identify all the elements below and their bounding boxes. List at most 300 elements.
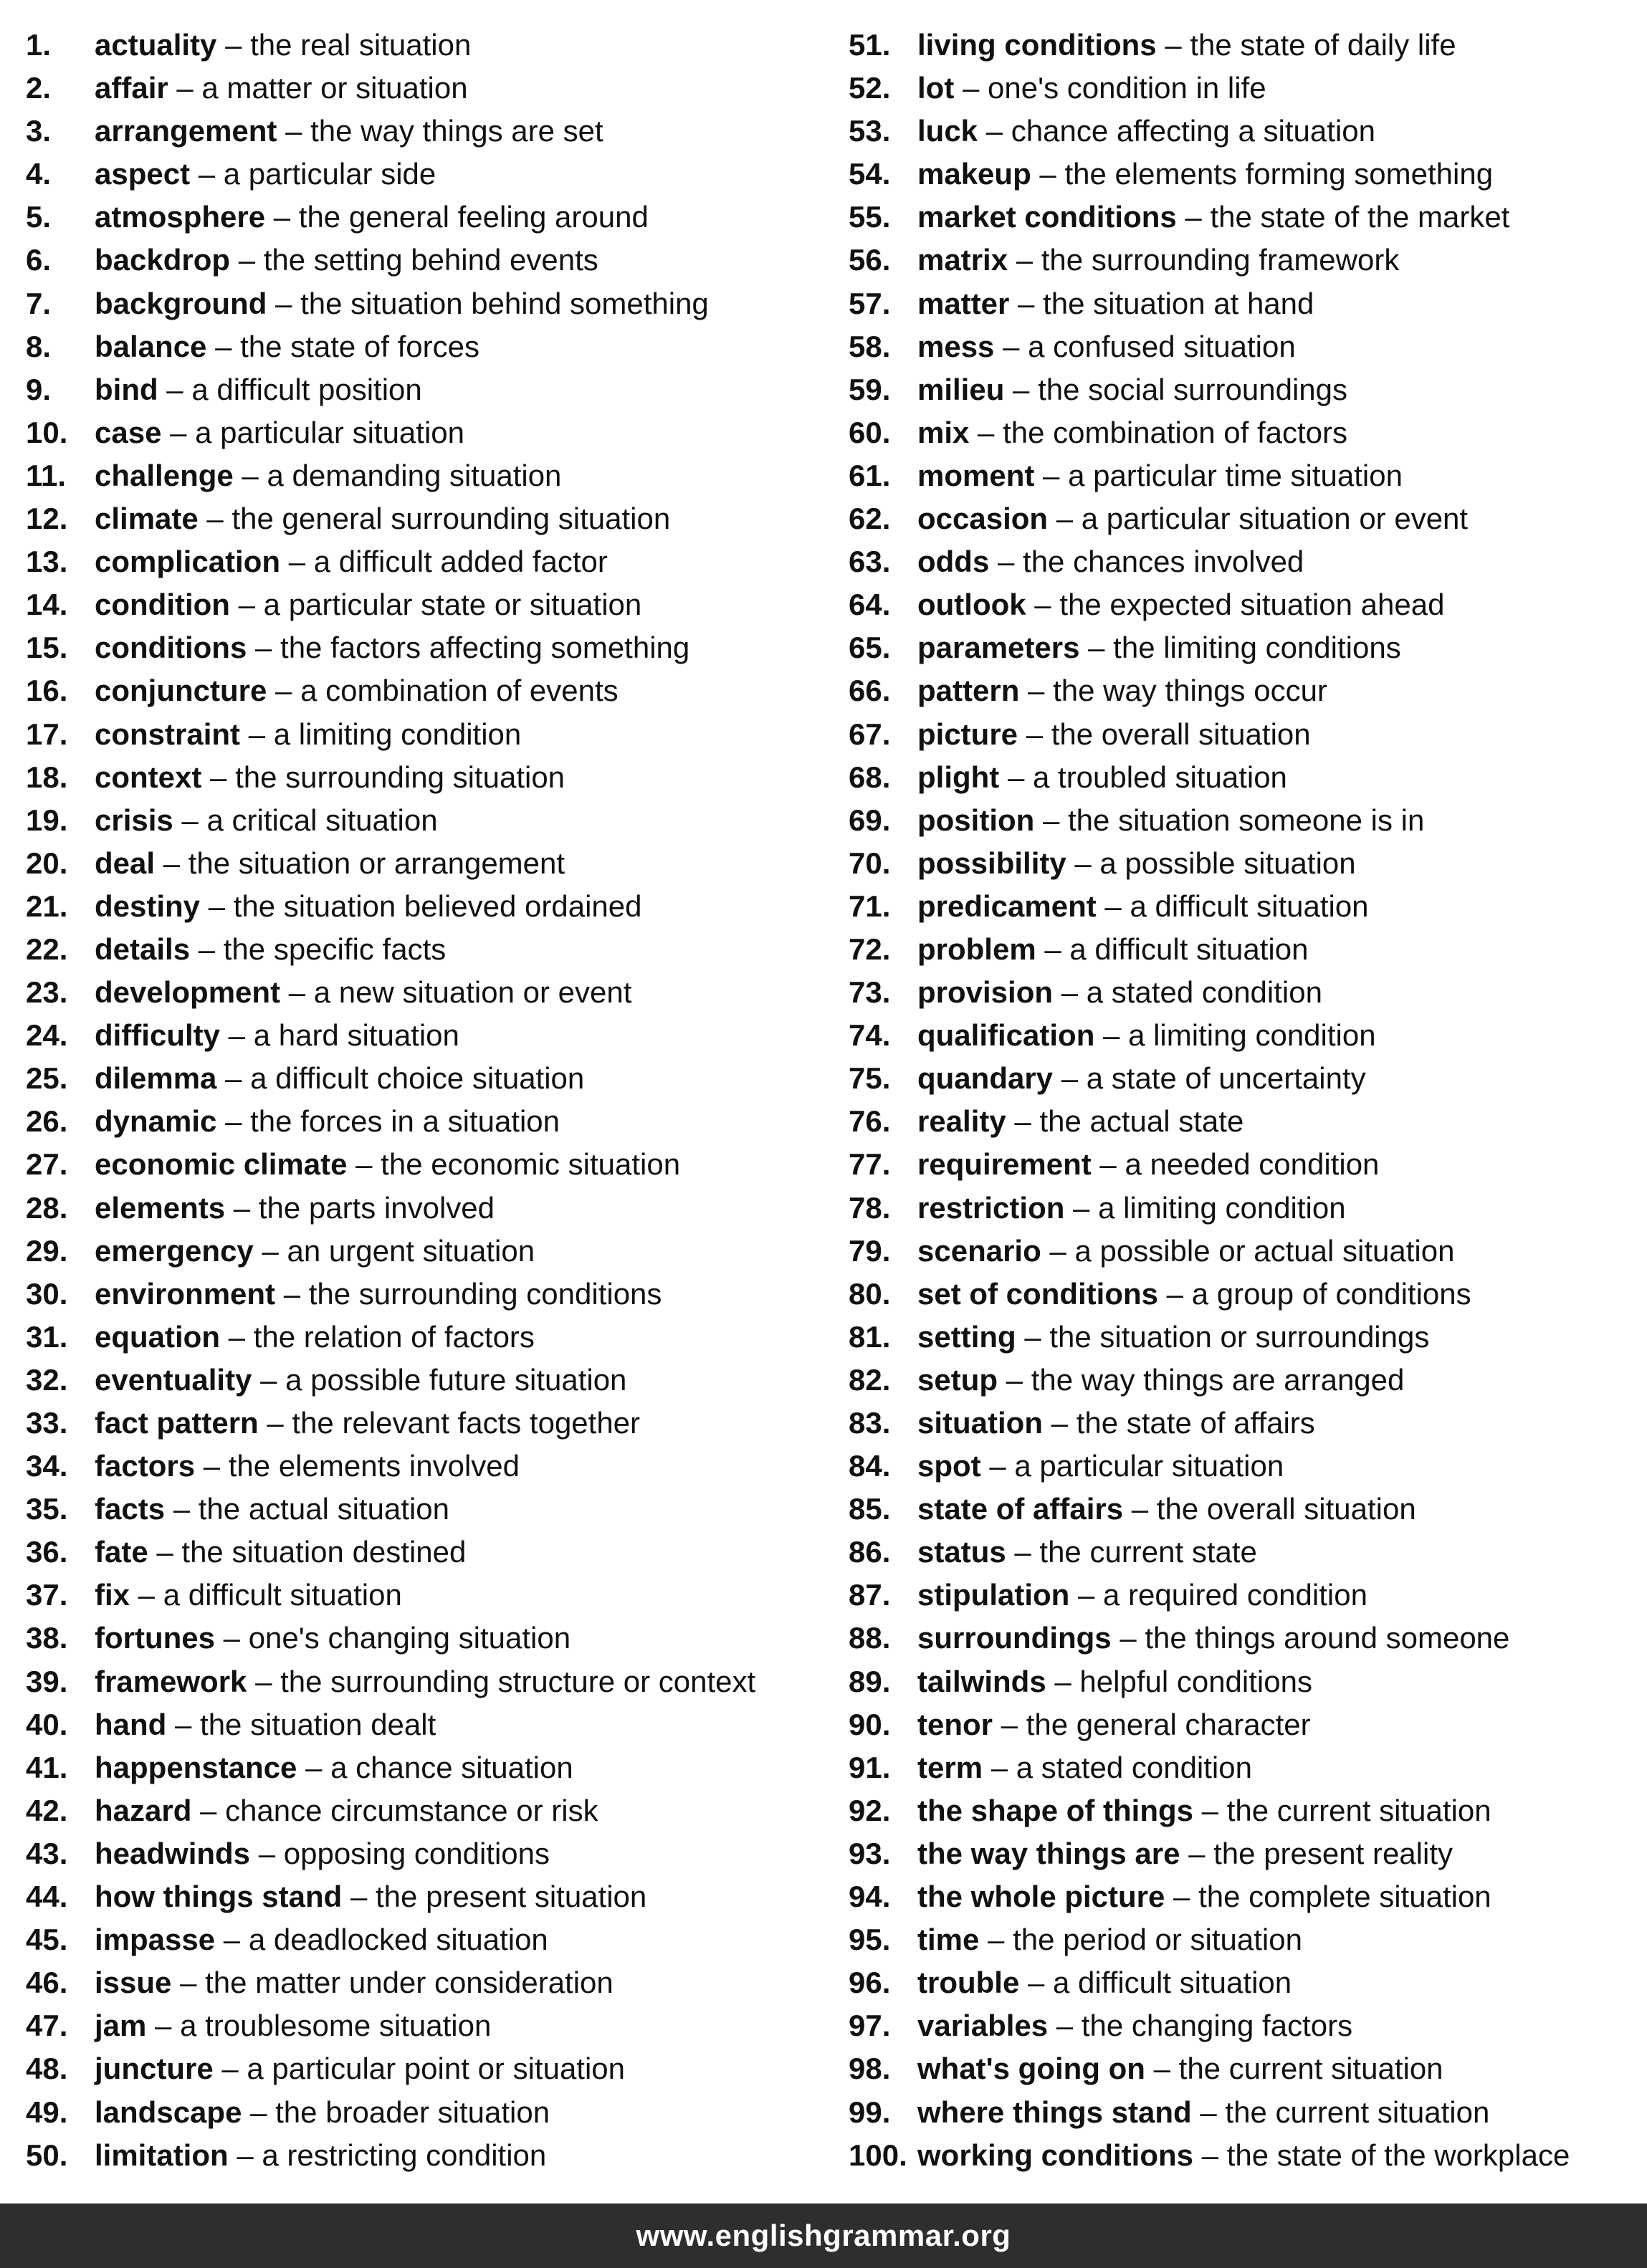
item-term: condition — [95, 588, 230, 622]
item-text — [917, 713, 1311, 756]
item-definition: the limiting conditions — [1113, 631, 1401, 665]
item-term: background — [95, 286, 267, 320]
item-text — [95, 756, 565, 799]
item-definition: a new situation or event — [313, 975, 632, 1010]
item-definition: the current situation — [1226, 1793, 1491, 1827]
list-item — [849, 1746, 1644, 1789]
item-separator: – — [1123, 1492, 1157, 1526]
item-definition: a particular situation — [1014, 1449, 1284, 1483]
item-number: 94. — [849, 1880, 891, 1914]
list-item — [849, 1574, 1644, 1617]
item-term: how things stand — [95, 1880, 343, 1914]
item-number: 6. — [26, 243, 52, 277]
item-definition: chance circumstance or risk — [225, 1793, 598, 1827]
item-separator: – — [1004, 372, 1039, 406]
item-separator: – — [173, 803, 207, 837]
item-text — [917, 1488, 1416, 1531]
item-number: 33. — [26, 1406, 68, 1440]
item-definition: a troubled situation — [1033, 760, 1287, 794]
item-term: matrix — [917, 243, 1008, 277]
item-term: issue — [95, 1966, 172, 2000]
item-text — [917, 282, 1314, 325]
item-separator: – — [1053, 975, 1087, 1010]
item-number: 29. — [26, 1233, 68, 1268]
item-term: reality — [917, 1104, 1006, 1139]
item-number: 53. — [849, 114, 891, 148]
item-term: odds — [917, 545, 990, 579]
item-text — [917, 454, 1403, 497]
item-separator: – — [1064, 1190, 1099, 1225]
item-separator: – — [280, 545, 314, 579]
item-definition: the real situation — [250, 28, 472, 62]
item-definition: the state of the workplace — [1226, 2138, 1570, 2172]
item-separator: – — [1008, 243, 1041, 277]
item-definition: a particular situation — [195, 415, 465, 449]
list-item — [849, 842, 1644, 885]
item-text — [95, 713, 521, 756]
list-item — [26, 540, 836, 583]
item-separator: – — [1193, 2138, 1227, 2172]
item-number: 86. — [849, 1535, 891, 1569]
list-item — [849, 196, 1644, 239]
item-number: 88. — [849, 1621, 891, 1655]
item-term: fortunes — [95, 1621, 215, 1655]
item-number: 92. — [849, 1793, 891, 1827]
list-item — [26, 196, 836, 239]
item-definition: a troublesome situation — [180, 2009, 492, 2043]
item-separator: – — [983, 1750, 1016, 1784]
item-text — [95, 2004, 491, 2047]
item-term: equation — [95, 1319, 220, 1354]
item-text — [95, 1057, 584, 1100]
item-number: 75. — [849, 1061, 891, 1096]
item-text — [917, 239, 1399, 282]
item-text — [95, 669, 619, 712]
list-item — [26, 799, 836, 842]
item-definition: the current situation — [1225, 2095, 1490, 2129]
list-item — [26, 971, 836, 1014]
list-item — [849, 1918, 1644, 1961]
list-item — [26, 1832, 836, 1875]
list-item — [849, 325, 1644, 368]
item-separator: – — [1034, 803, 1069, 837]
item-definition: the general character — [1026, 1707, 1311, 1741]
item-separator: – — [171, 1966, 206, 2000]
item-number: 96. — [849, 1966, 891, 2000]
item-text — [95, 110, 603, 153]
item-number: 76. — [849, 1104, 891, 1139]
item-number: 79. — [849, 1233, 891, 1268]
item-definition: the matter under consideration — [205, 1966, 614, 2000]
list-item — [849, 1100, 1644, 1143]
item-definition: the way things occur — [1053, 674, 1327, 708]
item-separator: – — [1165, 1880, 1199, 1914]
item-text — [917, 540, 1304, 583]
item-text — [917, 626, 1401, 669]
item-number: 16. — [26, 674, 68, 708]
item-term: jam — [95, 2009, 147, 2043]
list-item — [849, 1617, 1644, 1660]
item-number: 37. — [26, 1578, 68, 1612]
item-definition: the situation or surroundings — [1049, 1319, 1430, 1354]
list-item — [849, 282, 1644, 325]
item-separator: – — [979, 1923, 1013, 1957]
item-definition: a difficult situation — [1130, 889, 1369, 923]
list-item — [849, 110, 1644, 153]
item-definition: the economic situation — [381, 1147, 681, 1182]
item-text — [95, 1359, 626, 1402]
item-definition: the current situation — [1178, 2052, 1443, 2086]
item-definition: the state of the market — [1210, 200, 1510, 234]
list-item — [849, 2047, 1644, 2090]
item-number: 80. — [849, 1276, 891, 1311]
item-separator: – — [213, 2052, 247, 2086]
item-text — [95, 2134, 546, 2177]
item-definition: the situation destined — [181, 1535, 467, 1569]
item-separator: – — [347, 1147, 381, 1182]
list-item — [849, 799, 1644, 842]
item-separator: – — [1156, 28, 1190, 62]
item-separator: – — [247, 1664, 281, 1698]
item-text — [95, 928, 446, 971]
item-text — [917, 325, 1296, 368]
item-term: setting — [917, 1319, 1016, 1354]
item-definition: the factors affecting something — [280, 631, 690, 665]
list-item — [26, 1918, 836, 1961]
list-item — [849, 24, 1644, 67]
item-term: juncture — [95, 2052, 214, 2086]
item-definition: the surrounding framework — [1041, 243, 1400, 277]
item-term: environment — [95, 1276, 276, 1311]
item-separator: – — [1019, 1966, 1054, 2000]
item-definition: a difficult situation — [1069, 932, 1309, 966]
item-number: 55. — [849, 200, 891, 234]
item-term: status — [917, 1535, 1006, 1569]
item-term: tailwinds — [917, 1664, 1046, 1698]
item-term: possibility — [917, 846, 1066, 880]
item-definition: a matter or situation — [201, 71, 468, 105]
item-text — [917, 1961, 1292, 2004]
list-item — [26, 1359, 836, 1402]
list-item — [26, 928, 836, 971]
list-item — [26, 1014, 836, 1057]
item-text — [95, 2091, 550, 2134]
item-text — [917, 1316, 1429, 1359]
item-term: term — [917, 1750, 983, 1784]
list-item — [26, 669, 836, 712]
item-number: 24. — [26, 1018, 68, 1053]
item-term: atmosphere — [95, 200, 266, 234]
item-separator: – — [1026, 588, 1060, 622]
item-separator: – — [148, 1535, 182, 1569]
item-text — [95, 971, 631, 1014]
list-item — [26, 1531, 836, 1574]
item-text — [917, 1531, 1257, 1574]
item-term: the whole picture — [917, 1880, 1165, 1914]
item-text — [95, 1445, 520, 1488]
item-definition: the present reality — [1213, 1836, 1453, 1870]
list-item — [26, 1316, 836, 1359]
item-separator: – — [969, 415, 1003, 449]
list-item — [26, 153, 836, 196]
item-definition: the parts involved — [258, 1190, 495, 1225]
item-definition: the general feeling around — [298, 200, 649, 234]
list-item — [26, 2047, 836, 2090]
list-item — [26, 1488, 836, 1531]
item-definition: an urgent situation — [287, 1233, 535, 1268]
item-separator: – — [165, 1492, 199, 1526]
item-text — [95, 282, 709, 325]
item-text — [95, 411, 464, 454]
item-definition: opposing conditions — [283, 1836, 550, 1870]
list-item — [849, 928, 1644, 971]
item-number: 9. — [26, 372, 52, 406]
item-separator: – — [190, 932, 224, 966]
item-separator: – — [280, 975, 314, 1010]
item-separator: – — [989, 545, 1023, 579]
item-definition: a hard situation — [253, 1018, 459, 1053]
item-text — [95, 67, 468, 110]
item-separator: – — [247, 631, 281, 665]
item-separator: – — [1145, 2052, 1179, 2086]
item-term: fact pattern — [95, 1406, 259, 1440]
item-separator: – — [200, 889, 234, 923]
item-number: 47. — [26, 2009, 68, 2043]
item-text — [917, 368, 1347, 411]
item-definition: the state of daily life — [1190, 28, 1456, 62]
item-term: arrangement — [95, 114, 277, 148]
item-number: 62. — [849, 502, 891, 536]
item-text — [95, 1531, 466, 1574]
item-number: 1. — [26, 28, 52, 62]
list-item — [849, 1703, 1644, 1746]
item-separator: – — [190, 157, 224, 191]
item-number: 70. — [849, 846, 891, 880]
item-text — [95, 1789, 598, 1832]
item-number: 97. — [849, 2009, 891, 2043]
list-item — [849, 626, 1644, 669]
item-separator: – — [240, 717, 274, 751]
item-separator: – — [168, 71, 202, 105]
item-term: milieu — [917, 372, 1005, 406]
list-item — [849, 756, 1644, 799]
item-separator: – — [198, 502, 232, 536]
list-item — [849, 1875, 1644, 1918]
item-separator: – — [978, 114, 1011, 148]
item-separator: – — [275, 1276, 309, 1311]
item-definition: a possible situation — [1099, 846, 1356, 880]
item-number: 69. — [849, 803, 891, 837]
item-definition: the overall situation — [1156, 1492, 1416, 1526]
item-number: 56. — [849, 243, 891, 277]
item-separator: – — [220, 1319, 254, 1354]
item-term: constraint — [95, 717, 241, 751]
item-separator: – — [1019, 674, 1054, 708]
item-separator: – — [215, 1923, 249, 1957]
item-number: 68. — [849, 760, 891, 794]
item-text — [917, 1660, 1312, 1703]
item-separator: – — [216, 28, 251, 62]
item-term: fix — [95, 1578, 130, 1612]
list-item — [849, 1789, 1644, 1832]
item-definition: the surrounding conditions — [308, 1276, 662, 1311]
list-item — [26, 1100, 836, 1143]
item-definition: the situation someone is in — [1068, 803, 1425, 837]
list-item — [26, 497, 836, 540]
item-number: 65. — [849, 631, 891, 665]
item-term: makeup — [917, 157, 1031, 191]
item-number: 59. — [849, 372, 891, 406]
list-item — [26, 368, 836, 411]
item-definition: the changing factors — [1081, 2009, 1353, 2043]
item-term: provision — [917, 975, 1054, 1010]
item-number: 31. — [26, 1319, 68, 1354]
item-separator: – — [201, 760, 236, 794]
list-item — [26, 713, 836, 756]
item-definition: a combination of events — [300, 674, 619, 708]
item-separator: – — [1048, 2009, 1082, 2043]
item-text — [95, 1918, 548, 1961]
item-text — [917, 1789, 1491, 1832]
item-definition: the surrounding situation — [235, 760, 565, 794]
item-text — [95, 1875, 646, 1918]
item-definition: the surrounding structure or context — [280, 1664, 756, 1698]
item-term: mix — [917, 415, 970, 449]
item-separator: – — [1180, 1836, 1214, 1870]
list-item — [849, 454, 1644, 497]
list-item — [849, 971, 1644, 1014]
item-separator: – — [267, 286, 301, 320]
item-term: trouble — [917, 1966, 1020, 2000]
item-definition: the forces in a situation — [250, 1104, 560, 1139]
item-text — [95, 24, 471, 67]
item-text — [917, 1875, 1491, 1918]
item-term: hand — [95, 1707, 167, 1741]
list-item — [26, 67, 836, 110]
item-term: scenario — [917, 1233, 1041, 1268]
item-term: living conditions — [917, 28, 1157, 62]
item-term: setup — [917, 1362, 998, 1397]
item-number: 83. — [849, 1406, 891, 1440]
item-separator: – — [1046, 1664, 1080, 1698]
footer-website-url[interactable]: www.englishgrammar.org — [636, 2219, 1011, 2252]
list-item — [849, 1359, 1644, 1402]
list-item — [849, 1143, 1644, 1186]
item-text — [917, 1617, 1509, 1660]
list-item — [26, 1143, 836, 1186]
item-text — [95, 1143, 680, 1186]
item-term: plight — [917, 760, 1000, 794]
item-separator: – — [1048, 502, 1082, 536]
list-item — [26, 1273, 836, 1316]
item-number: 54. — [849, 157, 891, 191]
item-separator: – — [1006, 1535, 1040, 1569]
item-separator: – — [1191, 2095, 1226, 2129]
item-number: 72. — [849, 932, 891, 966]
item-number: 60. — [849, 415, 891, 449]
item-text — [917, 842, 1356, 885]
item-term: parameters — [917, 631, 1080, 665]
item-term: set of conditions — [917, 1276, 1158, 1311]
list-item — [849, 1057, 1644, 1100]
item-number: 71. — [849, 889, 891, 923]
item-separator: – — [195, 1449, 229, 1483]
item-definition: the relation of factors — [253, 1319, 535, 1354]
item-definition: chance affecting a situation — [1011, 114, 1375, 148]
item-text — [917, 1143, 1379, 1186]
list-item — [26, 325, 836, 368]
item-number: 32. — [26, 1362, 68, 1397]
item-term: development — [95, 975, 281, 1010]
item-term: bind — [95, 372, 158, 406]
item-text — [95, 1832, 550, 1875]
item-number: 73. — [849, 975, 891, 1010]
item-number: 20. — [26, 846, 68, 880]
item-separator: – — [277, 114, 311, 148]
item-text — [95, 799, 438, 842]
item-text — [95, 1703, 436, 1746]
item-definition: the social surroundings — [1038, 372, 1347, 406]
item-definition: a difficult choice situation — [250, 1061, 585, 1096]
item-number: 52. — [849, 71, 891, 105]
item-number: 63. — [849, 545, 891, 579]
item-separator: – — [258, 1406, 292, 1440]
item-number: 78. — [849, 1190, 891, 1225]
item-number: 57. — [849, 286, 891, 320]
item-term: landscape — [95, 2095, 242, 2129]
item-number: 4. — [26, 157, 52, 191]
item-number: 95. — [849, 1923, 891, 1957]
list-item — [849, 583, 1644, 626]
item-number: 11. — [26, 458, 67, 492]
list-item — [26, 1875, 836, 1918]
list-item — [26, 1574, 836, 1617]
item-separator: – — [1066, 846, 1100, 880]
item-definition: a deadlocked situation — [248, 1923, 548, 1957]
item-text — [917, 1273, 1471, 1316]
item-term: happenstance — [95, 1750, 297, 1784]
item-definition: the situation behind something — [300, 286, 709, 320]
list-item — [26, 110, 836, 153]
item-separator: – — [206, 329, 241, 363]
item-text — [95, 153, 436, 196]
item-separator: – — [1018, 717, 1051, 751]
item-text — [95, 239, 598, 282]
item-separator: – — [1094, 1018, 1129, 1053]
list-item — [26, 1703, 836, 1746]
item-number: 91. — [849, 1750, 891, 1784]
item-text — [917, 1359, 1404, 1402]
item-text — [95, 1746, 573, 1789]
item-term: hazard — [95, 1793, 192, 1827]
item-term: mess — [917, 329, 995, 363]
item-number: 61. — [849, 458, 891, 492]
item-term: problem — [917, 932, 1036, 966]
item-term: lot — [917, 71, 955, 105]
item-number: 25. — [26, 1061, 68, 1096]
item-definition: a group of conditions — [1191, 1276, 1471, 1311]
list-item — [26, 1746, 836, 1789]
item-definition: a limiting condition — [1098, 1190, 1346, 1225]
list-item — [849, 67, 1644, 110]
item-text — [917, 1402, 1315, 1445]
item-number: 42. — [26, 1793, 68, 1827]
item-text — [95, 1402, 640, 1445]
list-item — [26, 756, 836, 799]
list-item — [26, 1617, 836, 1660]
item-definition: a particular state or situation — [263, 588, 642, 622]
item-term: emergency — [95, 1233, 254, 1268]
